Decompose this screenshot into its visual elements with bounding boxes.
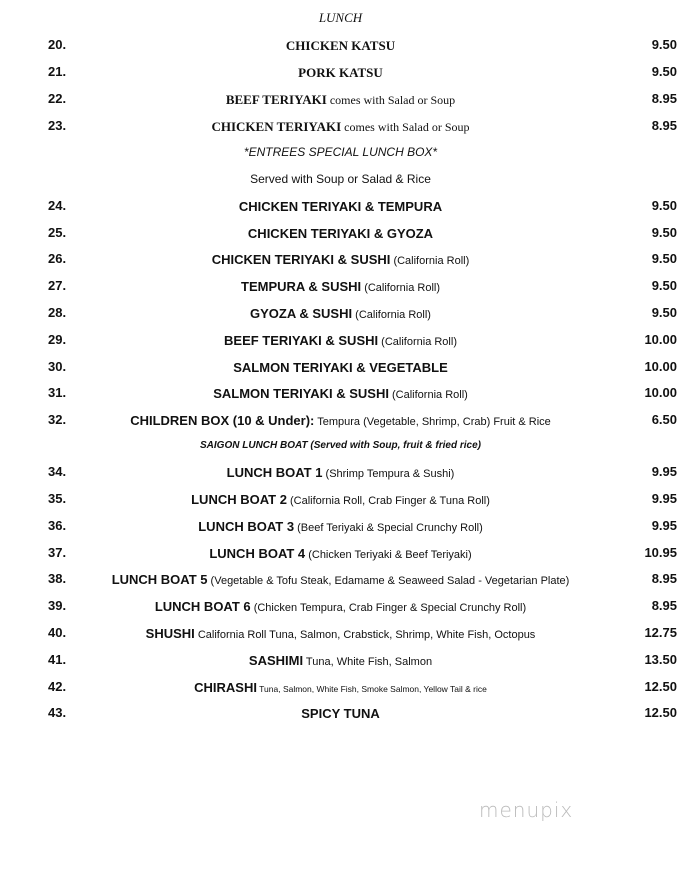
menu-item-38 (0, 571, 681, 589)
item-price: 9.50 (651, 278, 677, 293)
item-name: LUNCH BOAT 4 (209, 546, 306, 561)
item-number: 37. (48, 545, 67, 560)
menu-item-40 (0, 625, 681, 643)
item-name: CHICKEN KATSU (285, 38, 396, 53)
menu-item-25 (0, 225, 681, 243)
item-price: 8.95 (651, 598, 677, 613)
item-description: comes with Salad or Soup (326, 93, 456, 107)
item-number: 26. (48, 251, 67, 266)
item-description: (California Roll) (390, 255, 470, 267)
item-name: CHICKEN TERIYAKI & SUSHI (211, 252, 391, 267)
item-name: PORK KATSU (298, 65, 383, 80)
item-description: (California Roll) (352, 309, 431, 321)
menu-item-21 (0, 64, 681, 82)
item-number: 40. (48, 625, 67, 640)
item-price: 9.50 (651, 37, 677, 52)
menu-item-20 (0, 37, 681, 55)
item-description: (Chicken Tempura, Crab Finger & Special Crunchy Roll) (250, 602, 527, 614)
item-name: TEMPURA & SUSHI (241, 279, 362, 294)
item-number: 22. (48, 91, 67, 106)
menu-item-27 (0, 278, 681, 296)
item-price: 8.95 (651, 118, 677, 133)
item-description: (California Roll, Crab Finger & Tuna Roll) (286, 495, 490, 507)
item-price: 9.50 (651, 251, 677, 266)
item-number: 24. (48, 198, 67, 213)
item-number: 35. (48, 491, 67, 506)
menu-item-24 (0, 198, 681, 216)
item-price: 9.50 (651, 305, 677, 320)
item-description: Tempura (Vegetable, Shrimp, Crab) Fruit & Rice (314, 416, 551, 428)
item-description: California Roll Tuna, Salmon, Crabstick, Shrimp, White Fish, Octopus (194, 629, 536, 641)
item-price: 9.50 (651, 225, 677, 240)
menu-item-30 (0, 359, 681, 377)
served-with-note: Served with Soup or Salad & Rice (250, 172, 431, 186)
item-description: Tuna, Salmon, White Fish, Smoke Salmon, Yellow Tail & rice (256, 684, 487, 694)
item-name: CHICKEN TERIYAKI & GYOZA (247, 226, 434, 241)
menu-item-31 (0, 385, 681, 403)
item-price: 12.75 (644, 625, 677, 640)
item-name: LUNCH BOAT 5 (111, 572, 208, 587)
item-price: 9.50 (651, 198, 677, 213)
item-number: 38. (48, 571, 67, 586)
item-name: SASHIMI (248, 653, 304, 668)
item-description: (Chicken Teriyaki & Beef Teriyaki) (305, 549, 472, 561)
item-number: 42. (48, 679, 67, 694)
menu-item-32 (0, 412, 681, 430)
item-name: BEEF TERIYAKI & SUSHI (224, 333, 379, 348)
item-name: CHILDREN BOX (10 & Under): (130, 413, 315, 428)
entrees-special-heading: *ENTREES SPECIAL LUNCH BOX* (243, 145, 438, 159)
menu-item-42 (0, 679, 681, 697)
menu-item-23 (0, 118, 681, 136)
item-number: 41. (48, 652, 67, 667)
menu-item-35 (0, 491, 681, 509)
item-number: 25. (48, 225, 67, 240)
item-name: SALMON TERIYAKI & SUSHI (213, 386, 389, 401)
item-price: 9.95 (651, 464, 677, 479)
menupix-watermark: menupix (479, 798, 574, 822)
menu-item-22 (0, 91, 681, 109)
item-price: 10.00 (644, 359, 677, 374)
lunch-header: LUNCH (318, 10, 363, 25)
item-number: 30. (48, 359, 67, 374)
item-description: Tuna, White Fish, Salmon (303, 656, 433, 668)
item-number: 20. (48, 37, 67, 52)
menu-item-41 (0, 652, 681, 670)
item-number: 28. (48, 305, 67, 320)
item-description: (California Roll) (361, 282, 440, 294)
item-name: LUNCH BOAT 1 (226, 465, 323, 480)
item-name: LUNCH BOAT 2 (191, 492, 287, 507)
item-name: GYOZA & SUSHI (250, 306, 353, 321)
item-price: 13.50 (644, 652, 677, 667)
item-price: 10.00 (644, 332, 677, 347)
item-description: (California Roll) (378, 336, 457, 348)
menu-item-26 (0, 251, 681, 269)
item-number: 27. (48, 278, 67, 293)
item-name: CHICKEN TERIYAKI (211, 119, 342, 134)
item-description: (Beef Teriyaki & Special Crunchy Roll) (294, 522, 483, 534)
item-name: SPICY TUNA (301, 706, 380, 721)
item-price: 9.50 (651, 64, 677, 79)
menu-item-34 (0, 464, 681, 482)
menu-item-36 (0, 518, 681, 536)
menu-item-39 (0, 598, 681, 616)
item-number: 31. (48, 385, 67, 400)
item-number: 21. (48, 64, 67, 79)
item-name: SHUSHI (145, 626, 195, 641)
item-price: 10.00 (644, 385, 677, 400)
menu-item-43 (0, 705, 681, 723)
item-price: 8.95 (651, 571, 677, 586)
saigon-lunch-boat-heading: SAIGON LUNCH BOAT (Served with Soup, fruit & fried rice) (200, 440, 481, 451)
item-description: comes with Salad or Soup (341, 120, 470, 134)
item-number: 39. (48, 598, 67, 613)
item-price: 12.50 (644, 679, 677, 694)
menu-item-37 (0, 545, 681, 563)
item-description: (Vegetable & Tofu Steak, Edamame & Seaweed Salad - Vegetarian Plate) (207, 575, 570, 587)
menu-item-29 (0, 332, 681, 350)
item-description: (California Roll) (388, 389, 468, 401)
item-price: 9.95 (651, 491, 677, 506)
item-price: 9.95 (651, 518, 677, 533)
item-price: 10.95 (644, 545, 677, 560)
item-price: 8.95 (651, 91, 677, 106)
item-name: BEEF TERIYAKI (225, 92, 327, 107)
item-number: 29. (48, 332, 67, 347)
item-price: 12.50 (644, 705, 677, 720)
item-number: 36. (48, 518, 67, 533)
item-number: 43. (48, 705, 67, 720)
item-number: 34. (48, 464, 67, 479)
item-name: LUNCH BOAT 6 (154, 599, 251, 614)
menu-item-28 (0, 305, 681, 323)
item-description: (Shrimp Tempura & Sushi) (322, 468, 455, 480)
item-name: CHICKEN TERIYAKI & TEMPURA (238, 199, 443, 214)
item-name: CHIRASHI (194, 680, 257, 695)
item-price: 6.50 (651, 412, 677, 427)
item-name: SALMON TERIYAKI & VEGETABLE (233, 360, 448, 375)
item-name: LUNCH BOAT 3 (198, 519, 295, 534)
item-number: 32. (48, 412, 67, 427)
item-number: 23. (48, 118, 67, 133)
